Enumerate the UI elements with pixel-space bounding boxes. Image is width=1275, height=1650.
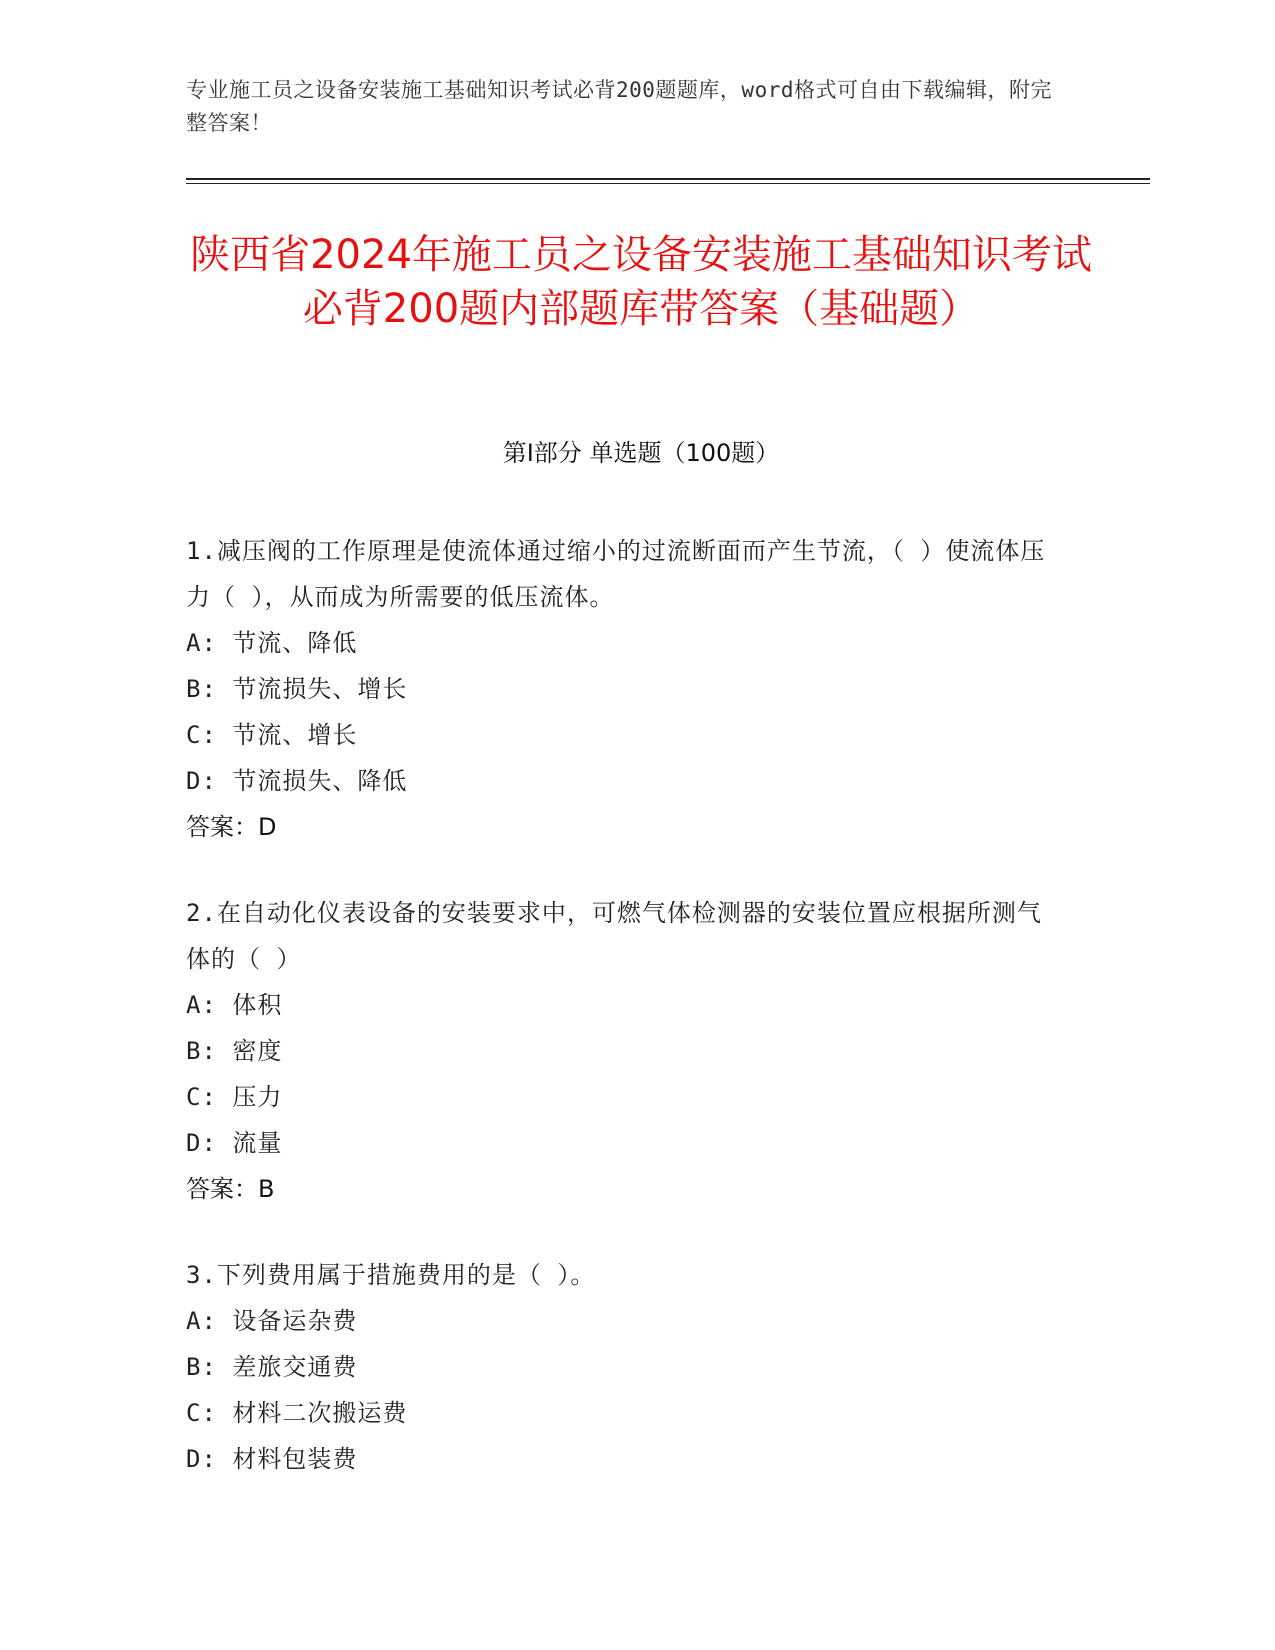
option-d: D: 节流损失、降低 [186, 767, 408, 795]
option-a: A: 设备运杂费 [186, 1307, 358, 1335]
section-title: 第I部分 单选题（100题） [502, 439, 780, 467]
option-c: C: 压力 [186, 1083, 283, 1111]
option-a: A: 体积 [186, 991, 283, 1019]
header-divider-thin [186, 183, 1150, 184]
header-note: 专业施工员之设备安装施工基础知识考试必背200题题库，word格式可自由下载编辑，附完整答案！ [186, 78, 1052, 135]
answer: 答案：B [186, 1175, 275, 1203]
header-divider-thick [186, 178, 1150, 180]
question-3 [186, 1252, 1066, 1482]
option-c: C: 节流、增长 [186, 721, 358, 749]
option-d: D: 材料包装费 [186, 1445, 358, 1473]
option-b: B: 密度 [186, 1037, 283, 1065]
answer: 答案：D [186, 813, 277, 841]
question-stem: 3.下列费用属于措施费用的是（ ）。 [186, 1261, 596, 1289]
question-stem: 2.在自动化仪表设备的安装要求中，可燃气体检测器的安装位置应根据所测气体的（ ） [186, 899, 1042, 973]
option-b: B: 节流损失、增长 [186, 675, 408, 703]
question-list [186, 528, 1066, 1522]
option-d: D: 流量 [186, 1129, 283, 1157]
question-2 [186, 890, 1066, 1212]
option-a: A: 节流、降低 [186, 629, 358, 657]
option-b: B: 差旅交通费 [186, 1353, 358, 1381]
question-1 [186, 528, 1066, 850]
document-title: 陕西省2024年施工员之设备安装施工基础知识考试必背200题内部题库带答案（基础题） [190, 232, 1092, 332]
option-c: C: 材料二次搬运费 [186, 1399, 408, 1427]
question-stem: 1.减压阀的工作原理是使流体通过缩小的过流断面而产生节流，（ ）使流体压力（ ），从而成为所需要的低压流体。 [186, 537, 1046, 611]
